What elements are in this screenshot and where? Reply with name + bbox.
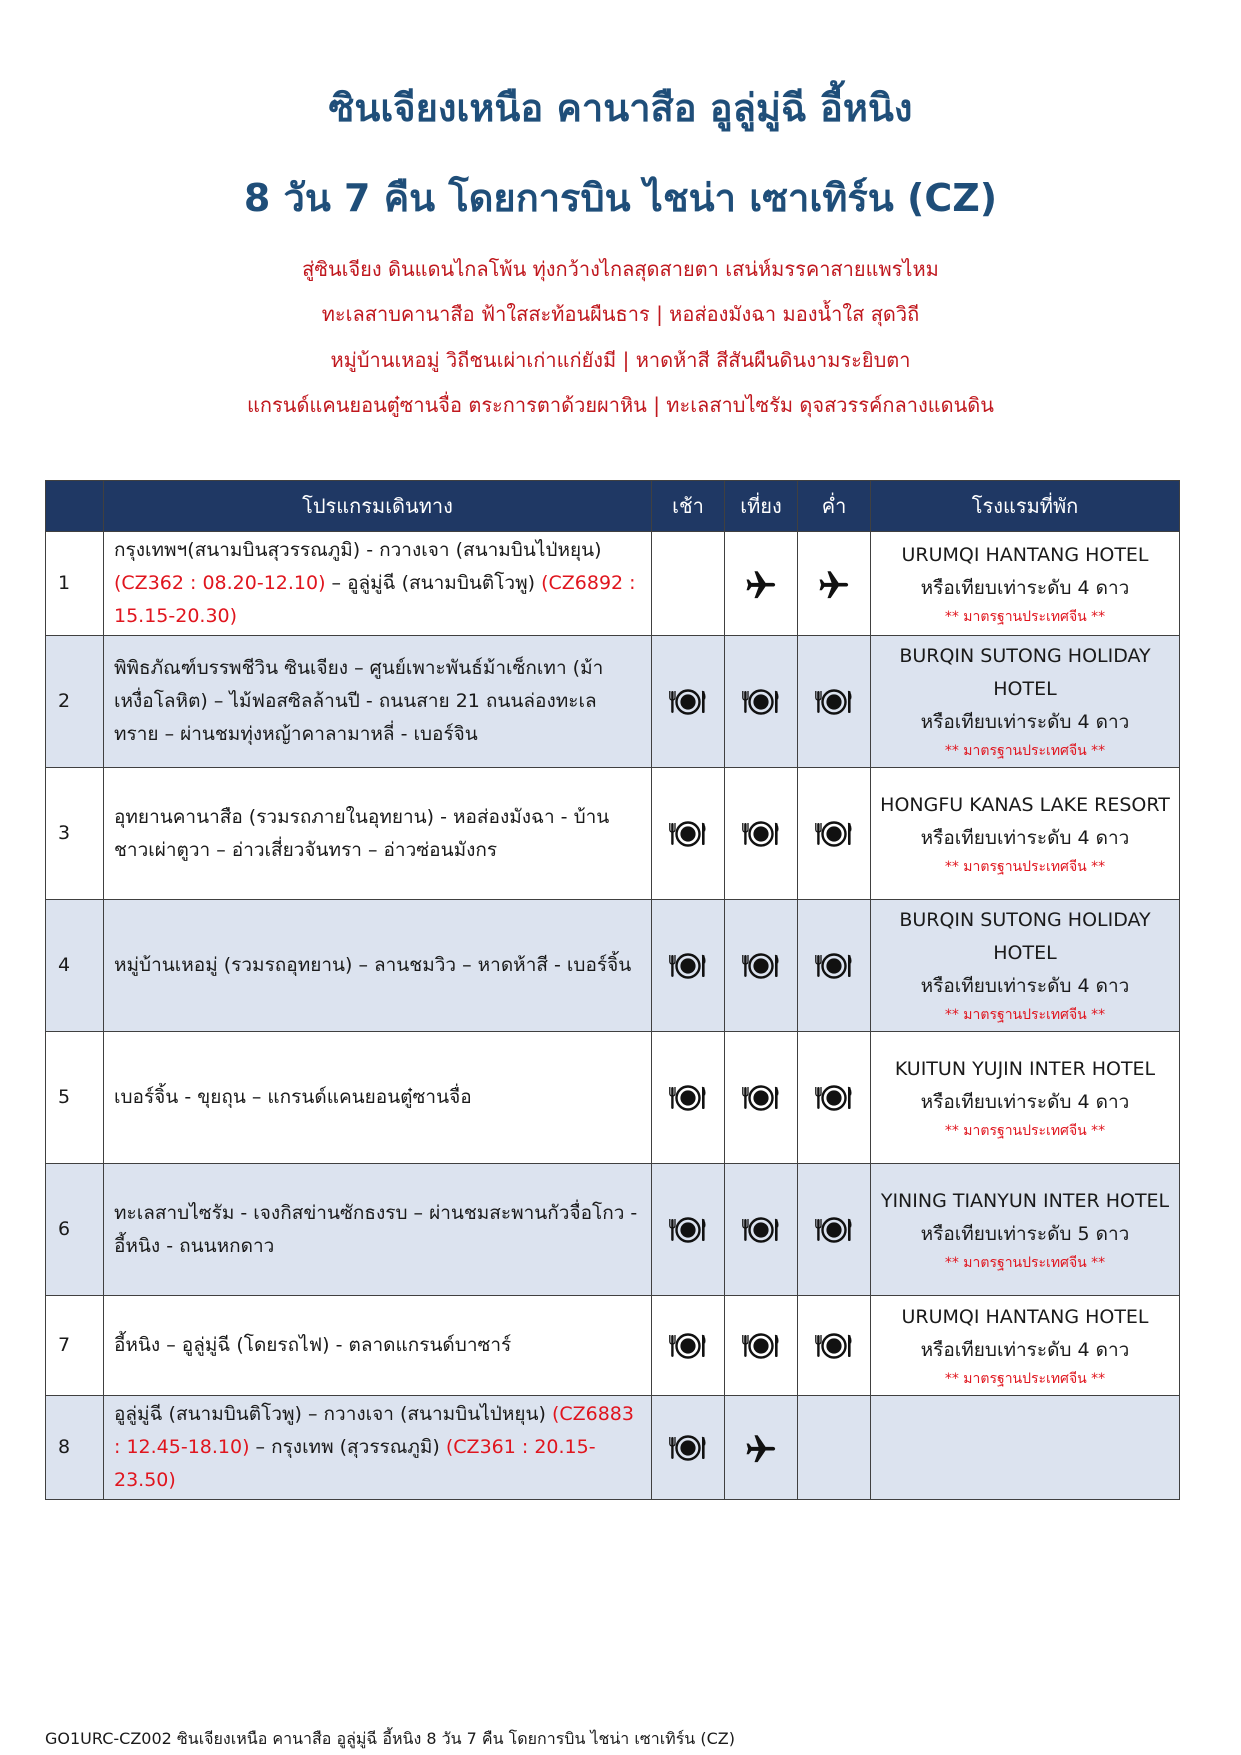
header-day <box>46 481 104 532</box>
hotel-cell <box>871 1396 1180 1500</box>
plate-icon <box>668 1082 708 1114</box>
hotel-cell <box>871 1032 1180 1164</box>
program-text: เบอร์จิ้น - ขุยถุน – แกรนด์แคนยอนตู๋ซานจื่อ <box>114 1086 472 1108</box>
lunch-cell <box>725 1032 798 1164</box>
lunch-cell <box>725 532 798 636</box>
dinner-cell <box>798 1164 871 1296</box>
day-number: 8 <box>46 1396 104 1500</box>
breakfast-cell <box>652 1296 725 1396</box>
lunch-cell <box>725 636 798 768</box>
plate-icon <box>814 686 854 718</box>
plate-icon <box>741 1082 781 1114</box>
header-dinner: ค่ำ <box>798 481 871 532</box>
subtitle-3: หมู่บ้านเหอมู่ วิถีชนเผ่าเก่าแก่ยังมี | หาดห้าสี สีสันผืนดินงามระยิบตา <box>330 348 911 372</box>
table-row <box>46 1032 1180 1164</box>
dinner-cell <box>798 900 871 1032</box>
day-number: 4 <box>46 900 104 1032</box>
plate-icon <box>741 818 781 850</box>
program-cell <box>104 636 652 768</box>
title-line-2: 8 วัน 7 คืน โดยการบิน ไชน่า เซาเทิร์น (CZ) <box>243 176 998 220</box>
table-row <box>46 768 1180 900</box>
breakfast-cell <box>652 532 725 636</box>
program-text: อุทยานคานาสือ (รวมรถภายในอุทยาน) - หอส่องมังฉา - บ้านชาวเผ่าตูวา – อ่าวเสี่ยวจันทรา – อ่าวซ่อนมังกร <box>114 805 610 861</box>
lunch-cell <box>725 1296 798 1396</box>
hotel-level: หรือเทียบเท่าระดับ 4 ดาว <box>920 711 1130 733</box>
flight-code: (CZ362 : 08.20-12.10) <box>114 572 326 594</box>
hotel-name: KUITUN YUJIN INTER HOTEL <box>894 1057 1156 1080</box>
plate-icon <box>814 1082 854 1114</box>
flight-code: (CZ6883 : 12.45-18.10) <box>114 1403 634 1458</box>
plate-icon <box>668 1214 708 1246</box>
hotel-cell <box>871 768 1180 900</box>
hotel-level: หรือเทียบเท่าระดับ 4 ดาว <box>920 1090 1130 1113</box>
hotel-level: หรือเทียบเท่าระดับ 4 ดาว <box>920 1338 1130 1361</box>
header-hotel: โรงแรมที่พัก <box>871 481 1180 532</box>
hotel-level: หรือเทียบเท่าระดับ 5 ดาว <box>920 1222 1130 1245</box>
breakfast-cell <box>652 900 725 1032</box>
dinner-cell <box>798 1396 871 1500</box>
table-row <box>46 900 1180 1032</box>
plate-icon <box>814 818 854 850</box>
plate-icon <box>814 950 854 982</box>
table-row <box>46 532 1180 636</box>
breakfast-cell <box>652 768 725 900</box>
plate-icon <box>668 1330 708 1362</box>
plate-icon <box>814 1330 854 1362</box>
plate-icon <box>814 1214 854 1246</box>
program-text: อี้หนิง – อูลู่มู่ฉี (โดยรถไฟ) - ตลาดแกรนด์บาซาร์ <box>114 1334 512 1356</box>
plate-icon <box>741 950 781 982</box>
hotel-cell <box>871 1164 1180 1296</box>
program-cell <box>104 900 652 1032</box>
program-text: – อูลู่มู่ฉี (สนามบินติโวพู) <box>325 572 542 594</box>
program-text: ทะเลสาบไซรัม - เจงกิสข่านซักธงรบ – ผ่านชมสะพานกัวจื่อโกว - อี้หนิง - ถนนหกดาว <box>114 1201 638 1257</box>
program-cell <box>104 1296 652 1396</box>
program-text: พิพิธภัณฑ์บรรพชีวิน ซินเจียง – ศูนย์เพาะพันธ์ม้าเซ็กเทา (ม้าเหงื่อโลหิต) – ไม้ฟอสซิลล้านปี - ถนนสาย 21 ถนนล่องทะเลทราย – ผ่านชมทุ่งหญ้าคาลามาหลี่ - เบอร์จิน <box>114 657 604 745</box>
flight-code: (CZ6892 : 15.15-20.30) <box>114 572 636 627</box>
hotel-cell <box>871 1296 1180 1396</box>
program-cell <box>104 1032 652 1164</box>
lunch-cell <box>725 900 798 1032</box>
table-row <box>46 636 1180 768</box>
hotel-standard: ** มาตรฐานประเทศจีน ** <box>944 1370 1106 1387</box>
table-row <box>46 1164 1180 1296</box>
plate-icon <box>741 1330 781 1362</box>
day-number: 6 <box>46 1164 104 1296</box>
day-number: 3 <box>46 768 104 900</box>
dinner-cell <box>798 1032 871 1164</box>
header-program: โปรแกรมเดินทาง <box>104 481 652 532</box>
hotel-standard: ** มาตรฐานประเทศจีน ** <box>944 743 1106 759</box>
plate-icon <box>668 818 708 850</box>
hotel-name: YINING TIANYUN INTER HOTEL <box>880 1189 1170 1212</box>
breakfast-cell <box>652 1396 725 1500</box>
hotel-name: BURQIN SUTONG HOLIDAY HOTEL <box>899 645 1151 700</box>
table-header-row <box>46 481 1180 532</box>
hotel-cell <box>871 532 1180 636</box>
subtitle-1: สู่ซินเจียง ดินแดนไกลโพ้น ทุ่งกว้างไกลสุดสายตา เสน่ห์มรรคาสายแพรไหม <box>302 257 939 281</box>
breakfast-cell <box>652 636 725 768</box>
hotel-name: URUMQI HANTANG HOTEL <box>901 1305 1149 1328</box>
header-breakfast: เช้า <box>652 481 725 532</box>
plate-icon <box>741 686 781 718</box>
lunch-cell <box>725 768 798 900</box>
plane-icon <box>744 567 778 601</box>
day-number: 7 <box>46 1296 104 1396</box>
table-row <box>46 1396 1180 1500</box>
hotel-standard: ** มาตรฐานประเทศจีน ** <box>944 858 1106 875</box>
hotel-cell <box>871 636 1180 768</box>
program-cell <box>104 768 652 900</box>
title-line-1: ซินเจียงเหนือ คานาสือ อูลู่มู่ฉี อี้หนิง <box>328 86 913 130</box>
header-lunch: เที่ยง <box>725 481 798 532</box>
plate-icon <box>668 686 708 718</box>
program-text: กรุงเทพฯ(สนามบินสุวรรณภูมิ) - กวางเจา (สนามบินไป่หยุน) <box>114 539 602 561</box>
hotel-cell <box>871 900 1180 1032</box>
program-cell <box>104 532 652 636</box>
plate-icon <box>668 950 708 982</box>
plate-icon <box>741 1214 781 1246</box>
hotel-standard: ** มาตรฐานประเทศจีน ** <box>944 1254 1106 1271</box>
table-row <box>46 1296 1180 1396</box>
subtitle-2: ทะเลสาบคานาสือ ฟ้าใสสะท้อนผืนธาร | หอส่องมังฉา มองน้ำใส สุดวิถี <box>321 302 920 326</box>
plate-icon <box>668 1432 708 1464</box>
breakfast-cell <box>652 1032 725 1164</box>
subtitle-4: แกรนด์แคนยอนตู๋ซานจื่อ ตระการตาด้วยผาหิน | ทะเลสาบไซรัม ดุจสวรรค์กลางแดนดิน <box>247 393 994 417</box>
lunch-cell <box>725 1164 798 1296</box>
hotel-level: หรือเทียบเท่าระดับ 4 ดาว <box>920 826 1130 849</box>
dinner-cell <box>798 768 871 900</box>
hotel-standard: ** มาตรฐานประเทศจีน ** <box>944 1007 1106 1023</box>
lunch-cell <box>725 1396 798 1500</box>
hotel-level: หรือเทียบเท่าระดับ 4 ดาว <box>920 576 1130 599</box>
plane-icon <box>817 567 851 601</box>
program-text: อูลู่มู่ฉี (สนามบินติโวพู) – กวางเจา (สนามบินไป่หยุน) <box>114 1403 552 1425</box>
breakfast-cell <box>652 1164 725 1296</box>
plane-icon <box>744 1431 778 1465</box>
footer-text: GO1URC-CZ002 ซินเจียงเหนือ คานาสือ อูลู่มู่ฉี อี้หนิง 8 วัน 7 คืน โดยการบิน ไชน่า เซาเทิร์น (CZ) <box>45 1729 735 1748</box>
hotel-level: หรือเทียบเท่าระดับ 4 ดาว <box>920 975 1130 997</box>
hotel-name: HONGFU KANAS LAKE RESORT <box>880 793 1170 816</box>
hotel-name: URUMQI HANTANG HOTEL <box>901 543 1149 566</box>
day-number: 1 <box>46 532 104 636</box>
dinner-cell <box>798 636 871 768</box>
program-cell <box>104 1164 652 1296</box>
hotel-standard: ** มาตรฐานประเทศจีน ** <box>944 608 1106 625</box>
flight-code: (CZ361 : 20.15-23.50) <box>114 1436 596 1491</box>
hotel-standard: ** มาตรฐานประเทศจีน ** <box>944 1122 1106 1139</box>
day-number: 2 <box>46 636 104 768</box>
program-text: หมู่บ้านเหอมู่ (รวมรถอุทยาน) – ลานชมวิว – หาดห้าสี - เบอร์จิ้น <box>114 954 632 976</box>
itinerary-table <box>45 480 1180 1500</box>
dinner-cell <box>798 1296 871 1396</box>
program-text: – กรุงเทพ (สุวรรณภูมิ) <box>249 1436 446 1458</box>
hotel-name: BURQIN SUTONG HOLIDAY HOTEL <box>899 909 1151 964</box>
day-number: 5 <box>46 1032 104 1164</box>
dinner-cell <box>798 532 871 636</box>
program-cell <box>104 1396 652 1500</box>
